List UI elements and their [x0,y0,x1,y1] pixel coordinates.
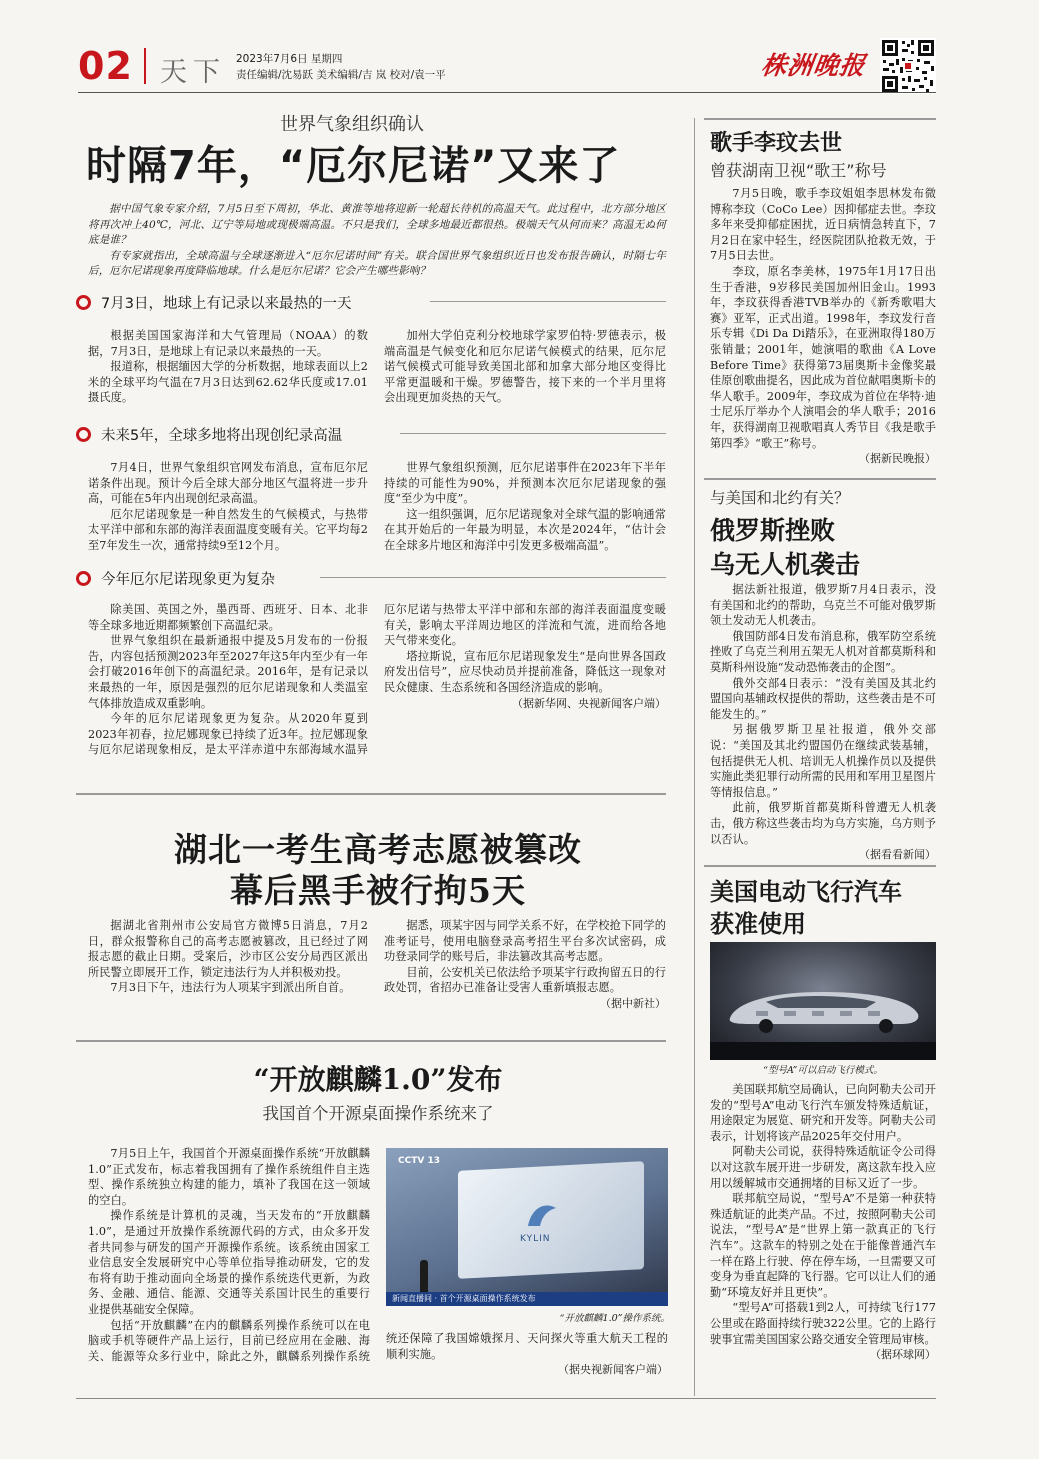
kylin-col-left [88,1146,370,1364]
subhead-rule [430,301,666,302]
paragraph: 世界气象组织在最新通报中提及5月发布的一份报告，内容包括预测2023年至2027年这5年内至少有一年会打破2016年创下的高温纪录。2016年，是有记录以来最热的一年，原因是强烈的厄尔尼诺现象和人类温室气体排放造成双重影响。 [88,634,368,710]
subhead-hottest-day [76,292,351,313]
source-credit: （据看看新闻） [859,848,936,862]
editor-credits: 责任编辑/沈易跃 美术编辑/吉 岚 校对/袁一平 [236,69,446,81]
kylin-logo-icon [522,1198,562,1234]
masthead [0,0,1039,100]
paragraph: 这一组织强调，厄尔尼诺现象对全球气温的影响通常在其开始后的一年最为明显，本次是2024年，“估计会在全球多片地区和海洋中引发更多极端高温”。 [384,507,667,552]
source-credit: （据新华网、央视新闻客户端） [512,696,666,710]
kylin-tv-screenshot [386,1148,668,1306]
intro-paragraph: 据中国气象专家介绍，7月5日至下周初，华北、黄淮等地将迎新一轮超长待机的高温天气。此过程中，北方部分地区将再次冲上40℃，河北、辽宁等局地或现极端高温。不只是我们，全球多地最近都很热。极端天气从何而来？高温无ぬ何底是谁？ [88,203,666,246]
hubei-col-left [88,918,368,996]
ring-bullet-icon [76,571,91,586]
paragraph: 据法新社报道，俄罗斯7月4日表示，没有美国和北约的帮助，乌克兰不可能对俄罗斯领土发动无人机袭击。 [710,583,936,628]
sidebar-top-bar [704,118,936,120]
russia-headline-1: 俄罗斯挫败 [710,516,836,545]
paragraph: 根据美国国家海洋和大气管理局（NOAA）的数据，7月3日，是地球上有记录以来最热的一天。 [88,329,368,358]
paragraph: 目前，公安机关已依法给予项某宇行政拘留五日的行政处罚，省招办已准备让受害人重新填报志愿。 [384,965,667,995]
paragraph: 加州大学伯克利分校地球学家罗伯特·罗德表示，极端高温是气候变化和厄尔尼诺气候模式的结果，厄尔尼诺气候模式可能导致美国北部和加拿大部分地区变得比平常更温暖和干燥。罗德警告，接下来的一个半月里将会出现更加炎热的天气。 [384,329,666,405]
subhead-record-heat [76,424,342,445]
car-headline-2: 获准使用 [710,909,806,938]
lead-kicker: 世界气象组织确认 [280,114,424,135]
floor-stage [710,1042,936,1060]
hubei-headline-1: 湖北一考生高考志愿被篡改 [174,830,582,869]
sub1-col-left [88,328,368,406]
car-body [710,1082,936,1363]
paragraph: 据湖北省荆州市公安局官方微博5日消息，7月2日，群众报警称自己的高考志愿被篡改，且已经过了网报志愿的截止日期。受案后，沙市区公安分局西区派出所民警立即展开工作，锁定违法行为人并积极劝投。 [88,919,368,979]
tv-ticker: 新闻直播间 · 首个开源桌面操作系统发布 [386,1292,668,1306]
subhead-text: 今年厄尔尼诺现象更为复杂 [101,572,275,588]
tv-channel-logo: CCTV 13 [398,1156,440,1166]
sidebar-divider-bar [704,865,936,867]
qr-code-icon [880,38,936,94]
coco-body [710,186,936,467]
sidebar-divider-bar [704,478,936,480]
source-credit: （据央视新闻客户端） [558,1363,668,1377]
paragraph: 世界气象组织预测，厄尔尼诺事件在2023年下半年持续的可能性为90%，并预测本次厄尔尼诺现象的强度“至少为中度”。 [384,461,666,506]
ring-bullet-icon [76,295,91,310]
section-divider [76,1040,666,1042]
issue-date: 2023年7月6日 星期四 [236,53,343,65]
sub2-col-right [384,460,666,554]
paragraph: 7月5日上午，我国首个开源桌面操作系统“开放麒麟1.0”正式发布，标志着我国拥有了操作系统组件自主选型、操作系统独立构建的能力，填补了我国在这一领域的空白。 [88,1147,370,1207]
paragraph: 报道称，根据缅因大学的分析数据，地球表面以上2米的全球平均气温在7月3日达到62.62华氏度或17.01摄氏度。 [88,360,368,405]
paragraph: 此前，俄罗斯首都莫斯科曾遭无人机袭击，俄方称这些袭击均为乌方实施，乌方则予以否认。 [710,801,936,846]
paragraph: 美国联邦航空局确认，已向阿勒夫公司开发的“型号A”电动飞行汽车颁发特殊适航证，用途限定为展览、研究和开发等。阿勒夫公司表示，计划将该产品2025年交付用户。 [710,1083,936,1143]
sub2-col-left [88,460,368,554]
russia-headline-2: 乌无人机袭击 [710,550,861,579]
newspaper-logo: 株洲晚报 [759,51,868,80]
section-divider [76,793,666,795]
paragraph: 厄尔尼诺现象是一种自然发生的气候模式，与热带太平洋中部和东部的海洋表面温度变暖有关。它平均每2至7年发生一次，通常持续9至12个月。 [88,507,368,552]
hubei-headline-2: 幕后黑手被行拘5天 [230,871,526,910]
paragraph: 联邦航空局说，“型号A”不是第一种获特殊适航证的此类产品。不过，按照阿勒夫公司说法，“型号A”是“世界上第一款真正的飞行汽车”。这款车的特别之处在于能像普通汽车一样在路上行驶、停在停车场，一旦需要又可变身为垂直起降的飞行器。它可以让人们的通勤“环境友好并且更快”。 [710,1192,936,1299]
paragraph: 除美国、英国之外，墨西哥、西班牙、日本、北非等全球多地近期都频繁创下高温纪录。 [88,603,368,632]
russia-kicker: 与美国和北约有关？ [710,489,850,507]
sub3-col-right [384,602,666,711]
subhead-rule [400,433,666,434]
paragraph: 塔拉斯说，宣布厄尔尼诺现象发生“是向世界各国政府发出信号”，应尽快动员并提前准备，降低这一现象对民众健康、生态系统和各国经济造成的影响。 [384,649,666,694]
page-bottom-rule [76,1398,936,1399]
paragraph: 统还保障了我国嫦娥探月、天问探火等重大航天工程的顺利实施。 [386,1332,668,1361]
subhead-text: 未来5年，全球多地将出现创纪录高温 [101,428,343,444]
section-name: 天下 [160,57,226,88]
paragraph: 另据俄罗斯卫星社报道，俄外交部说：“美国及其北约盟国仍在继续武装基辅，包括提供无人机、培训无人机操作员以及提供实施此类犯罪行动所需的民用和军用卫星图片等情报信息。” [710,723,936,799]
paragraph: 李玟，原名李美林，1975年1月17日出生于香港，9岁移民美国加州旧金山。1993年，李玟获得香港TVB举办的《新秀歌唱大赛》亚军，正式出道。1998年，李玟发行音乐专辑《Di Da Di踏乐》，在亚洲取得180万张销量；2001年，她演唱的歌曲《A Love Before Time》获得第73届奥斯卡金像奖最佳原创歌曲提名，因此成为首位献唱奥斯卡的华人歌手。2009年，李玟成为首位在华特·迪士尼乐厅举办个人演唱会的华人歌手；2016年，获得湖南卫视歌唱真人秀节目《我是歌手第四季》“歌王”称号。 [710,264,936,450]
paragraph: 7月4日，世界气象组织官网发布消息，宣布厄尔尼诺条件出现。预计今后全球大部分地区气温将进一步升高，可能在5年内出现创纪录高温。 [88,461,368,506]
kylin-subhead: 我国首个开源桌面操作系统来了 [262,1104,494,1123]
paragraph: “型号A”可搭载1到2人，可持续飞行177公里或在路面持续行驶322公里。它的上路行驶事宜需美国国家公路交通安全管理局审核。 [710,1301,936,1346]
source-credit: （据新民晚报） [859,452,936,466]
subhead-text: 7月3日，地球上有记录以来最热的一天 [101,296,352,312]
sub3-col-left [88,602,368,757]
ring-bullet-icon [76,427,91,442]
page-number: 02 [78,44,133,88]
flying-car-body [726,984,922,1034]
sub1-col-right [384,328,666,406]
paragraph: 操作系统是计算机的灵魂，当天发布的“开放麒麟1.0”，是通过开放操作系统源代码的方式，由众多开发者共同参与研发的国产开源操作系统。该系统由国家工业信息安全发展研究中心等单位指导推动研发，它的发布将有助于推动面向全场景的操作系统迭代更新，为政务、金融、通信、能源、交通等关系国计民生的重要行业提供基础安全保障。 [88,1209,370,1316]
lead-intro [88,202,666,280]
masthead-divider [144,48,146,84]
paragraph: 包括“开放麒麟”在内的麒麟系列操作系统可以在电脑或手机等硬件产品上运行，目前已经应用在金融、海关、能源等众多行业中，除此之外，麒麟系列操作系统 [88,1318,370,1363]
paragraph: 阿勒夫公司说，获得特殊适航证令公司得以对这款车展开进一步研发，离这款车投入应用以缓解城市交通拥堵的目标又近了一步。 [710,1145,936,1190]
kylin-photo-caption: “开放麒麟1.0”操作系统。 [559,1313,670,1324]
masthead-rule [78,92,936,93]
car-headline-1: 美国电动飞行汽车 [710,877,902,906]
coco-subhead: 曾获湖南卫视“歌王”称号 [710,161,887,180]
lead-headline: 时隔7年，“厄尔尼诺”又来了 [86,143,621,189]
sidebar-divider [694,118,695,1396]
intro-paragraph: 有专家就指出，全球高温与全球逐渐进入“厄尔尼诺时间”有关。联合国世界气象组织近日也发布报告确认，时隔七年后，厄尔尼诺现象再度降临地球。什么是厄尔尼诺？它会产生哪些影响？ [88,249,666,277]
screen-brand-text: KYLIN [520,1234,551,1244]
paragraph: 俄外交部4日表示：“没有美国及其北约盟国向基辅政权提供的帮助，这些袭击是不可能发生的。” [710,676,936,721]
flying-car-photo [710,942,936,1060]
paragraph: 据悉，项某宇因与同学关系不好，在学校抢下同学的准考证号，使用电脑登录高考招生平台多次试密码，成功登录同学的账号后，非法篡改其高考志愿。 [384,919,667,964]
paragraph: 今年的厄尔尼诺现象更为复杂。从2020年夏到2023年初春，拉尼娜现象已持续了近3年。拉尼娜现象与厄尔尼诺现象相反，是太平洋赤道中东部海域水温异 [88,712,368,757]
source-credit: （据中新社） [600,996,666,1010]
hubei-col-right [384,918,666,1012]
source-credit: （据环球网） [870,1348,936,1362]
coco-headline: 歌手李玟去世 [710,131,843,156]
car-photo-caption: “型号A”可以启动飞行模式。 [763,1065,883,1076]
kylin-col-right [386,1331,668,1378]
paragraph: 厄尔尼诺与热带太平洋中部和东部的海洋表面温度变暖有关，影响太平洋周边地区的洋流和气流，进而给各地天气带来变化。 [384,603,666,648]
subhead-complex [76,568,275,589]
paragraph: 俄国防部4日发布消息称，俄军防空系统挫败了乌克兰利用五架无人机对首都莫斯科和莫斯科州设施“发动恐怖袭击的企图”。 [710,629,936,674]
subhead-rule [320,577,666,578]
paragraph: 7月3日下午，违法行为人项某宇到派出所自首。 [110,981,351,995]
paragraph: 7月5日晚，歌手李玟姐姐李思林发布微博称李玟（CoCo Lee）因抑郁症去世。李玟多年来受抑郁症困扰，近日病情急转直下，7月2日在家中轻生，经医院团队抢救无效，于7月5日去世。 [710,187,936,263]
russia-body [710,582,936,863]
kylin-headline: “开放麒麟1.0”发布 [253,1063,503,1096]
